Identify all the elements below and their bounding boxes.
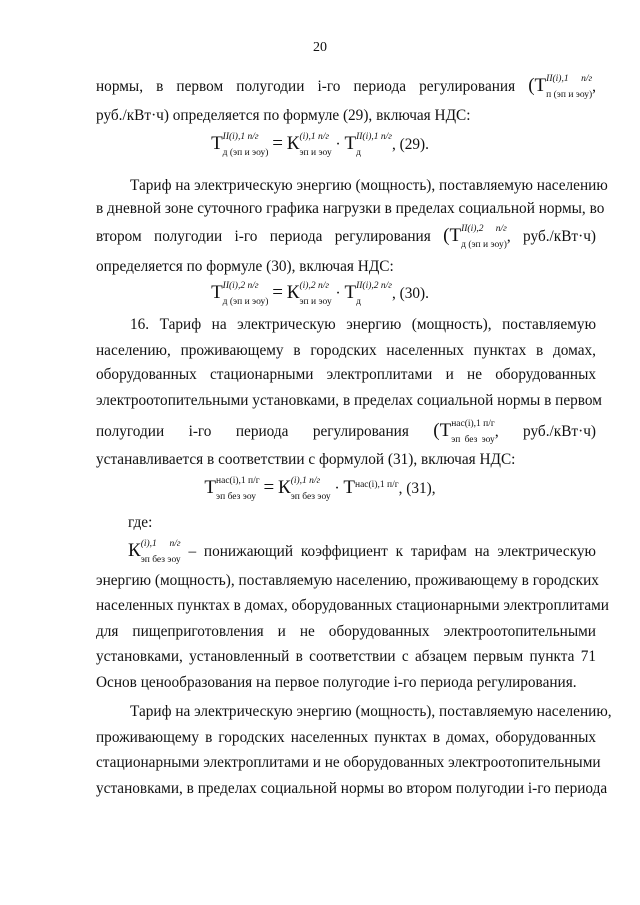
text-line: электроотопительными установками, в пределах социальной нормы в первом (96, 392, 602, 409)
page-number: 20 (313, 40, 327, 55)
inline-symbol: (Т II(i),1 п/г п (эп и эоу) , (528, 74, 596, 101)
formula-29: Т II(i),1 п/г д (эп и эоу) = К (i),1 п/г эп и эоу · Т II(i),1 п/г д , (29). (211, 132, 429, 159)
text-line: энергию (мощность), поставляемую населению, проживающему в городских (96, 572, 599, 589)
formula-31: Т нас(i),1 п/г эп без эоу = К (i),1 п/г эп без эоу · $Т^{нас(i),1 п/г}$, (31), (204, 476, 436, 503)
text-line: населению, проживающему в городских населенных пунктах в домах, (96, 342, 596, 359)
text-line: проживающему в городских населенных пунктах в домах, оборудованных (96, 729, 596, 746)
text-line: устанавливается в соответствии с формулой (31), включая НДС: (96, 451, 516, 468)
formula-30: Т II(i),2 п/г д (эп и эоу) = К (i),2 п/г эп и эоу · Т II(i),2 п/г д , (30). (211, 281, 429, 308)
text-line: руб./кВт·ч) определяется по формуле (29), включая НДС: (96, 107, 471, 124)
text-line: полугодии i-го периода регулирования (Т нас(i),1 п/г эп без эоу , руб./кВт·ч) (96, 419, 596, 446)
text-line: где: (128, 514, 153, 531)
text-line: Тариф на электрическую энергию (мощность), поставляемую населению (130, 177, 608, 194)
text-line: втором полугодии i-го периода регулирования (Т II(i),2 п/г д (эп и эоу) , руб./кВт·ч) (96, 224, 596, 251)
text-fragment: нормы, в первом полугодии i-го периода регулирования (96, 78, 516, 95)
text-line: определяется по формуле (30), включая НДС: (96, 258, 394, 275)
text-line: Основ ценообразования на первое полугодие i-го периода регулирования. (96, 674, 577, 691)
text-line: установками, установленный в соответствии с абзацем первым пункта 71 (96, 648, 596, 665)
text-line: в дневной зоне суточного графика нагрузки в пределах социальной нормы, во (96, 200, 605, 217)
text-line: стационарными электроплитами и не оборудованных электроотопительными (96, 754, 601, 771)
definition-line: К (i),1 п/г эп без эоу – понижающий коэффициент к тарифам на электрическую (128, 539, 596, 566)
text-line: оборудованных стационарными электроплитами и не оборудованных (96, 366, 596, 383)
text-line (96, 74, 596, 101)
text-line: населенных пунктах в домах, оборудованных стационарными электроплитами (96, 597, 609, 614)
text-line: Тариф на электрическую энергию (мощность), поставляемую населению, (130, 703, 612, 720)
text-line: для пищеприготовления и не оборудованных электроотопительными (96, 623, 596, 640)
text-line: 16. Тариф на электрическую энергию (мощность), поставляемую (130, 316, 596, 333)
text-line: установками, в пределах социальной нормы во втором полугодии i-го периода (96, 780, 608, 797)
